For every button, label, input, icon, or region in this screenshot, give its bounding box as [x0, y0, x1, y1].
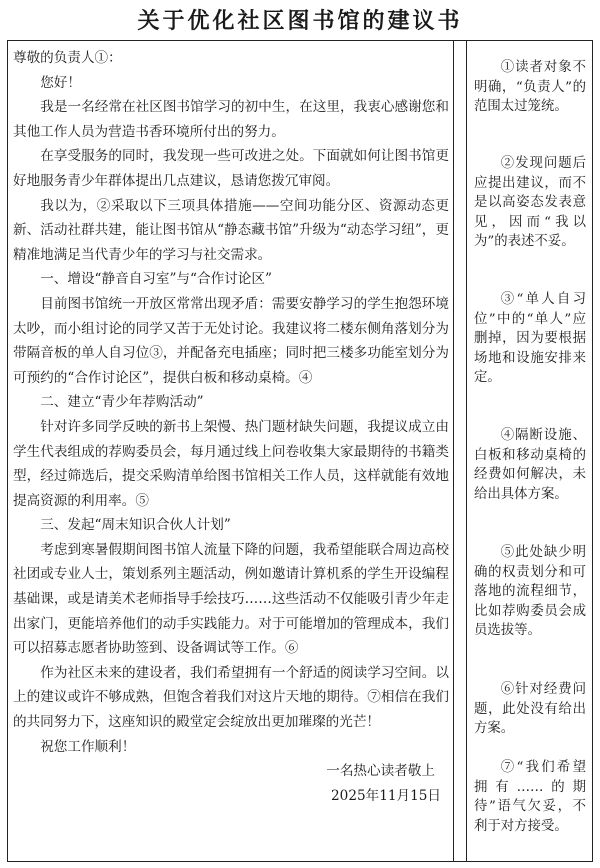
letter-paragraph: 我以为，②采取以下三项具体措施——空间功能分区、资源动态更新、活动社群共建，能让图书馆从“静态藏书馆”升级为“动态学习纽”，更精准地满足当代青少年的学习与社交需求。 — [13, 197, 449, 263]
annotation-note: ④隔断设施、白板和移动桌椅的经费如何解决，未给出具体方案。 — [474, 428, 586, 502]
annotation-note: ⑤此处缺少明确的权责划分和可落地的流程细节，比如荐购委员会成员选拔等。 — [474, 545, 586, 639]
signature: 一名热心读者敬上 — [326, 763, 435, 780]
section-heading: 一、增设“静音自习室”与“合作讨论区” — [40, 271, 272, 288]
page-title: 关于优化社区图书馆的建议书 — [137, 8, 463, 34]
section-heading: 三、发起“周末知识合伙人计划” — [40, 517, 231, 534]
annotation-note: ①读者对象不明确，“负责人”的范围太过笼统。 — [474, 60, 586, 115]
annotation-note: ②发现问题后应提出建议，而不是以高姿态发表意见，因而“我以为”的表述不妥。 — [474, 156, 586, 250]
salutation: 尊敬的负责人①： — [13, 50, 122, 66]
annotation-note: ⑦“我们希望拥有……的期待”语气欠妥，不利于对方接受。 — [474, 760, 586, 834]
annotation-note: ③“单人自习位”中的“单人”应删掉，因为要根据场地和设施安排来定。 — [474, 292, 586, 386]
letter-paragraph: 目前图书馆统一开放区常常出现矛盾：需要安静学习的学生抱怨环境太吵，而小组讨论的同学又苦于无处讨论。我建议将二楼东侧角落划分为带隔音板的单人自习位③，并配备充电插座；同时把三楼多功能室划分为可预约的“合作讨论区”，提供白板和移动桌椅。④ — [13, 295, 449, 386]
date: 2025年11月15日 — [331, 787, 441, 804]
letter-paragraph: 我是一名经常在社区图书馆学习的初中生，在这里，我衷心感谢您和其他工作人员为营造书香环境所付出的努力。 — [13, 99, 449, 140]
letter-paragraph: 针对许多同学反映的新书上架慢、热门题材缺失问题，我提议成立由学生代表组成的荐购委员会，每月通过线上问卷收集大家最期待的书籍类型，经过筛选后，提交采购清单给图书馆相关工作人员，这样就能有效地提高资源的利用率。⑤ — [13, 418, 449, 509]
letter-paragraph: 在享受服务的同时，我发现一些可改进之处。下面就如何让图书馆更好地服务青少年群体提出几点建议，恳请您拨冗审阅。 — [13, 148, 449, 189]
greeting: 您好！ — [40, 74, 81, 91]
letter-paragraph: 考虑到寒暑假期间图书馆人流量下降的问题，我希望能联合周边高校社团或专业人士，策划系列主题活动，例如邀请计算机系的学生开设编程基础课，或是请美术老师指导手绘技巧……这些活动不仅能吸引青少年走出家门，更能培养他们的动手实践能力。对于可能增加的管理成本，我们可以招募志愿者协助签到、设备调试等工作。⑥ — [13, 541, 449, 657]
closing: 祝您工作顺利！ — [40, 738, 136, 755]
annotation-note: ⑥针对经费问题，此处没有给出方案。 — [474, 682, 586, 737]
section-heading: 二、建立“青少年荐购活动” — [40, 394, 204, 411]
column-divider — [453, 40, 467, 862]
letter-body — [13, 46, 449, 808]
letter-paragraph: 作为社区未来的建设者，我们希望拥有一个舒适的阅读学习空间。以上的建议或许不够成熟，但饱含着我们对这片天地的期待。⑦相信在我们的共同努力下，这座知识的殿堂定会绽放出更加璀璨的光芒！ — [13, 664, 449, 731]
